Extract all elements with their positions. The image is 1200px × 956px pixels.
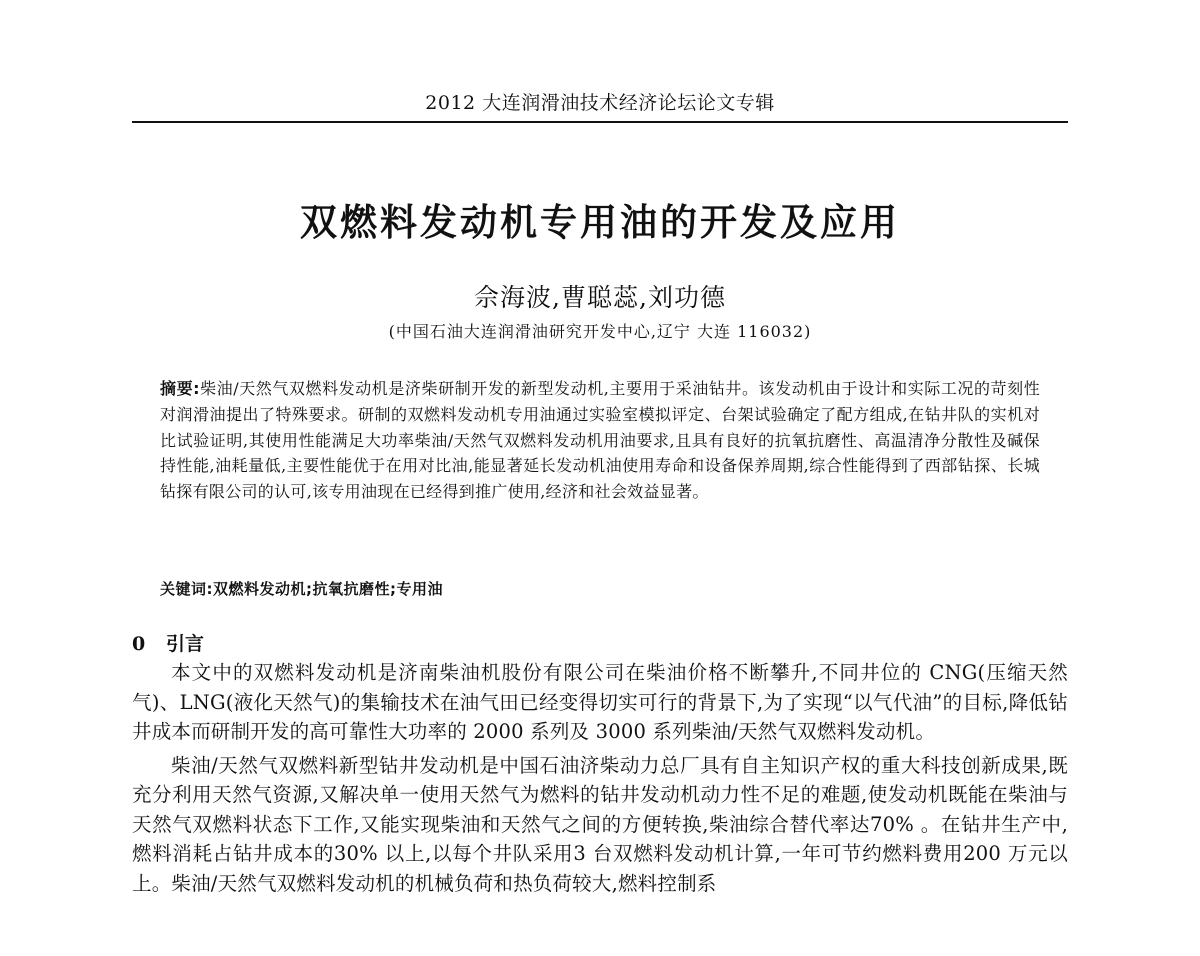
section-heading: [132, 629, 204, 656]
section-title: 引言: [166, 633, 205, 655]
affiliation: (中国石油大连润滑油研究开发中心,辽宁 大连 116032): [388, 322, 812, 341]
paragraph: 柴油/天然气双燃料新型钻井发动机是中国石油济柴动力总厂具有自主知识产权的重大科技创新成果,既充分利用天然气资源,又解决单一使用天然气为燃料的钻井发动机动力性不足的难题,使发动机既能在柴油与天然气双燃料状态下工作,又能实现柴油和天然气之间的方便转换,柴油综合替代率达70% 。在钻井生产中,燃料消耗占钻井成本的30% 以上,以每个井队采用3 台双燃料发动机计算,一年可节约燃料费用200 万元以上。柴油/天然气双燃料发动机的机械负荷和热负荷较大,燃料控制系: [132, 753, 1068, 895]
authors: 佘海波,曹聪蕊,刘功德: [474, 283, 726, 312]
paragraph: 本文中的双燃料发动机是济南柴油机股份有限公司在柴油价格不断攀升,不同井位的 CNG(压缩天然气)、LNG(液化天然气)的集输技术在油气田已经变得切实可行的背景下,为了实现“以气代油”的目标,降低钻井成本而研制开发的高可靠性大功率的 2000 系列及 3000 系列柴油/天然气双燃料发动机。: [132, 661, 1068, 743]
header-rule: [132, 121, 1068, 123]
keywords: 关键词:双燃料发动机;抗氧抗磨性;专用油: [160, 580, 443, 598]
abstract: [160, 376, 1040, 505]
abstract-label: 摘要:: [160, 379, 200, 398]
section-number: 0: [132, 633, 146, 655]
running-header: 2012 大连润滑油技术经济论坛论文专辑: [425, 92, 775, 114]
body-text: [132, 658, 1068, 902]
paper-title: 双燃料发动机专用油的开发及应用: [300, 201, 900, 244]
abstract-text: 柴油/天然气双燃料发动机是济柴研制开发的新型发动机,主要用于采油钻井。该发动机由于设计和实际工况的苛刻性对润滑油提出了特殊要求。研制的双燃料发动机专用油通过实验室模拟评定、台架试验确定了配方组成,在钻井队的实机对比试验证明,其使用性能满足大功率柴油/天然气双燃料发动机用油要求,且具有良好的抗氧抗磨性、高温清净分散性及碱保持性能,油耗量低,主要性能优于在用对比油,能显著延长发动机油使用寿命和设备保养周期,综合性能得到了西部钻探、长城钻探有限公司的认可,该专用油现在已经得到推广使用,经济和社会效益显著。: [160, 379, 1040, 502]
